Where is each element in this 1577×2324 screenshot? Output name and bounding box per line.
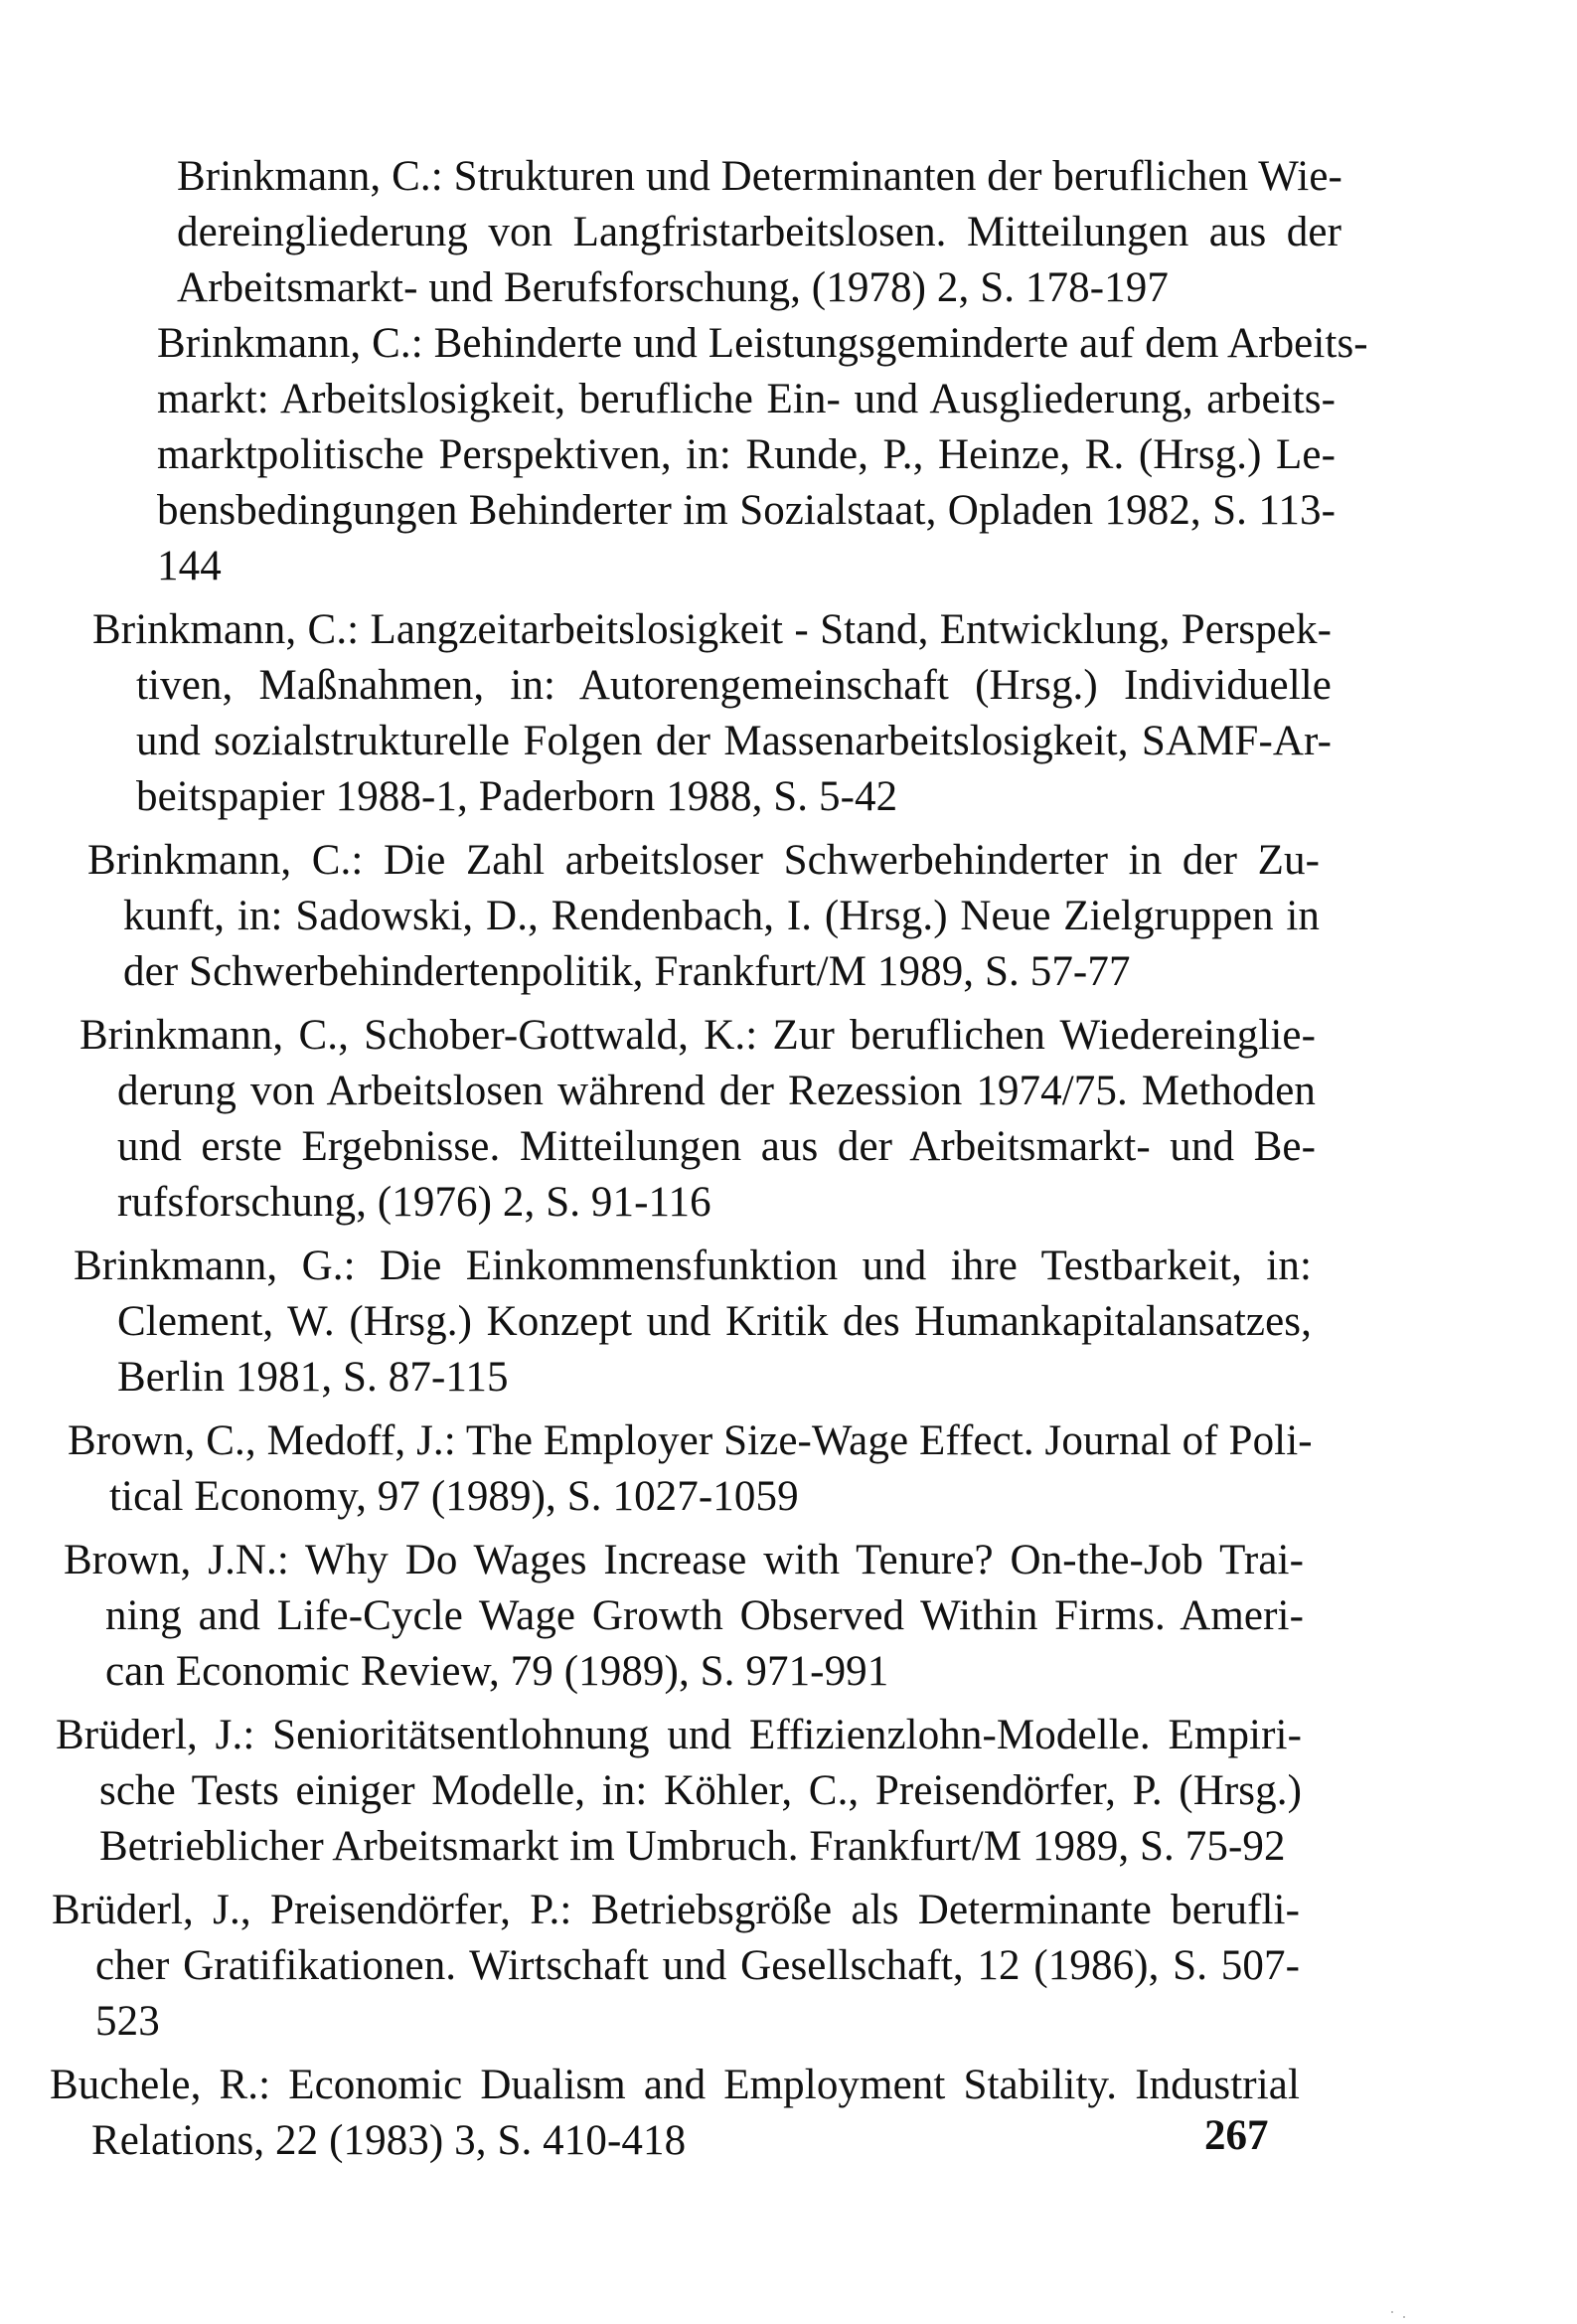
reference-line: cher Gratifikationen. Wirtschaft und Gesellschaft, 12 (1986), S. 507-: [95, 1942, 1300, 1989]
reference-entry: [0, 316, 1368, 594]
reference-line: und erste Ergebnisse. Mitteilungen aus der Arbeitsmarkt- und Be-: [117, 1123, 1316, 1170]
scan-speck: [1403, 2316, 1405, 2318]
reference-line: marktpolitische Perspektiven, in: Runde, P., Heinze, R. (Hrsg.) Le-: [157, 431, 1336, 478]
reference-line: Relations, 22 (1983) 3, S. 410-418: [91, 2117, 687, 2164]
reference-line: can Economic Review, 79 (1989), S. 971-991: [105, 1648, 889, 1695]
reference-line: rufsforschung, (1976) 2, S. 91-116: [117, 1179, 711, 1226]
reference-line: Clement, W. (Hrsg.) Konzept und Kritik des Humankapitalansatzes,: [117, 1298, 1312, 1345]
reference-line: ning and Life-Cycle Wage Growth Observed Within Firms. Ameri-: [105, 1592, 1304, 1639]
reference-line: 144: [157, 543, 222, 589]
reference-line: Betrieblicher Arbeitsmarkt im Umbruch. Frankfurt/M 1989, S. 75-92: [99, 1823, 1286, 1870]
reference-entry: [0, 1413, 1341, 1525]
reference-entry: [0, 1883, 1341, 2050]
reference-line: Brinkmann, C.: Langzeitarbeitslosigkeit - Stand, Entwicklung, Perspek-: [92, 606, 1332, 653]
reference-line: Berlin 1981, S. 87-115: [117, 1354, 509, 1401]
reference-line: tiven, Maßnahmen, in: Autorengemeinschaft (Hrsg.) Individuelle: [136, 662, 1332, 709]
scan-speck: [1391, 2311, 1393, 2313]
reference-entry: [0, 149, 1341, 316]
reference-line: Brüderl, J.: Senioritätsentlohnung und Effizienzlohn-Modelle. Empiri-: [56, 1712, 1302, 1758]
reference-list: [0, 149, 1577, 2169]
reference-line: derung von Arbeitslosen während der Rezession 1974/75. Methoden: [117, 1068, 1316, 1114]
reference-line: Brüderl, J., Preisendörfer, P.: Betriebsgröße als Determinante berufli-: [52, 1887, 1300, 1933]
reference-line: Buchele, R.: Economic Dualism and Employment Stability. Industrial: [50, 2062, 1300, 2108]
reference-line: 523: [95, 1998, 160, 2045]
reference-line: Arbeitsmarkt- und Berufsforschung, (1978) 2, S. 178-197: [177, 264, 1169, 311]
reference-line: und sozialstrukturelle Folgen der Massenarbeitslosigkeit, SAMF-Ar-: [136, 718, 1332, 764]
reference-line: Brinkmann, C.: Die Zahl arbeitsloser Schwerbehinderter in der Zu-: [87, 837, 1320, 884]
reference-entry: [0, 1533, 1341, 1700]
reference-entry: [0, 1708, 1341, 1875]
reference-line: markt: Arbeitslosigkeit, berufliche Ein- und Ausgliederung, arbeits-: [157, 376, 1336, 422]
reference-line: Brinkmann, C., Schober-Gottwald, K.: Zur beruflichen Wiedereinglie-: [79, 1012, 1316, 1059]
reference-entry: [0, 602, 1341, 825]
reference-line: Brown, J.N.: Why Do Wages Increase with Tenure? On-the-Job Trai-: [64, 1537, 1304, 1583]
reference-line: Brinkmann, C.: Strukturen und Determinanten der beruflichen Wie-: [177, 153, 1342, 200]
reference-line: der Schwerbehindertenpolitik, Frankfurt/M 1989, S. 57-77: [123, 948, 1131, 995]
reference-line: kunft, in: Sadowski, D., Rendenbach, I. (Hrsg.) Neue Zielgruppen in: [123, 893, 1320, 939]
reference-line: tical Economy, 97 (1989), S. 1027-1059: [109, 1473, 799, 1520]
reference-entry: [0, 2058, 1341, 2169]
reference-line: beitspapier 1988-1, Paderborn 1988, S. 5-42: [136, 773, 898, 820]
reference-line: dereingliederung von Langfristarbeitslosen. Mitteilungen aus der: [177, 209, 1341, 255]
reference-entry: [0, 1008, 1341, 1231]
reference-entry: [0, 833, 1341, 1000]
reference-line: Brown, C., Medoff, J.: The Employer Size-Wage Effect. Journal of Poli-: [68, 1417, 1313, 1464]
reference-line: sche Tests einiger Modelle, in: Köhler, C., Preisendörfer, P. (Hrsg.): [99, 1767, 1302, 1814]
reference-entry: [0, 1239, 1341, 1406]
reference-line: bensbedingungen Behinderter im Sozialstaat, Opladen 1982, S. 113-: [157, 487, 1336, 534]
reference-line: Brinkmann, C.: Behinderte und Leistungsgeminderte auf dem Arbeits-: [157, 320, 1368, 367]
reference-line: Brinkmann, G.: Die Einkommensfunktion und ihre Testbarkeit, in:: [74, 1243, 1312, 1289]
page-number: 267: [1204, 2112, 1269, 2159]
